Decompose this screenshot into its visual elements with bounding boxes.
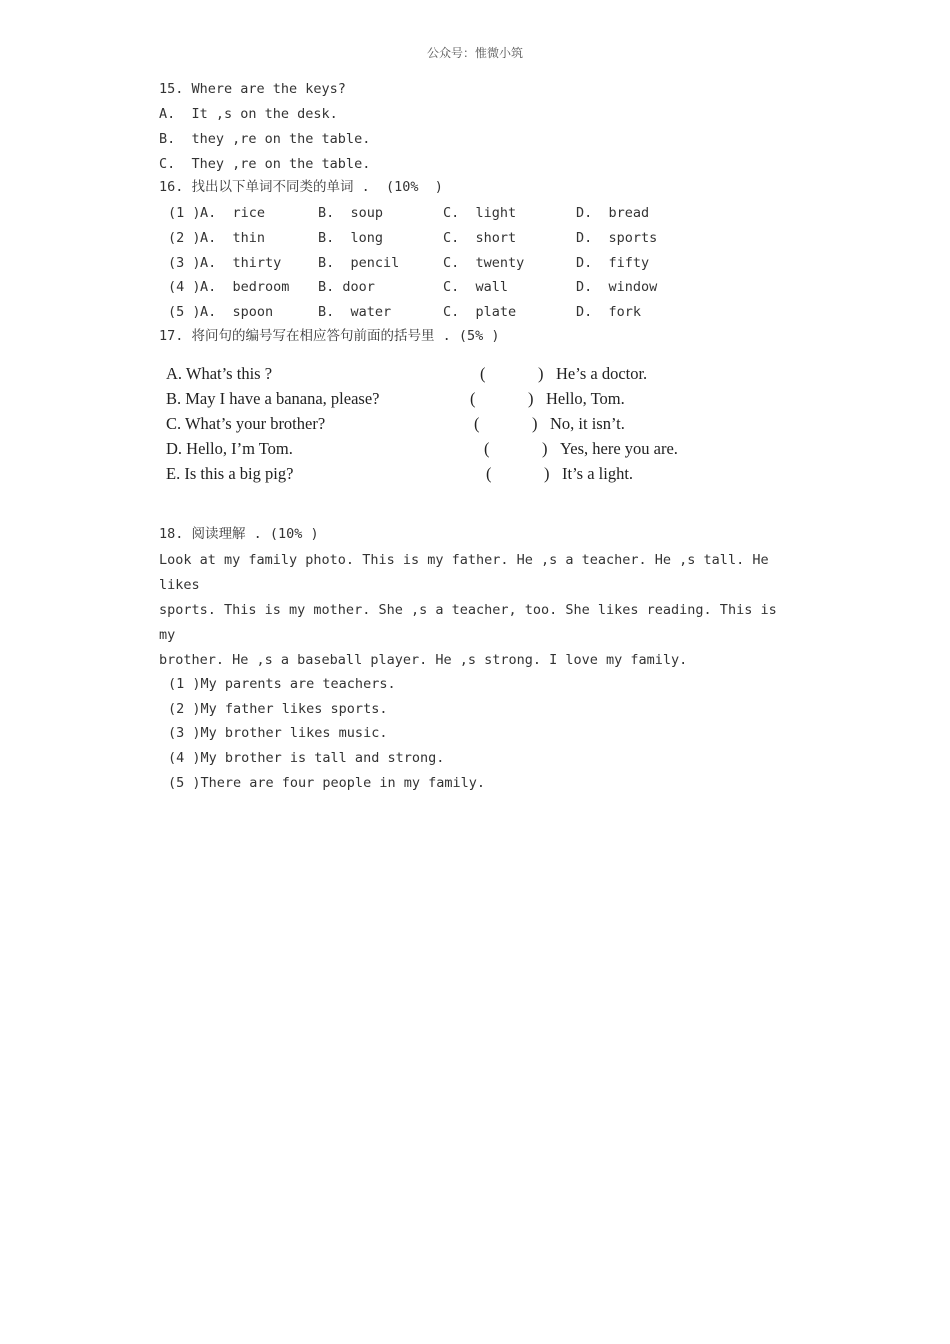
question-text: B. May I have a banana, please?	[166, 389, 380, 408]
option-d: D. window	[576, 279, 658, 295]
question-text: C. What’s your brother?	[166, 414, 326, 433]
question-text: E. Is this a big pig?	[166, 464, 294, 483]
option-b: B. water	[318, 304, 392, 320]
answer-text: Yes, here you are.	[560, 439, 678, 458]
option-c: C. plate	[443, 304, 517, 320]
passage-line: brother. He ,s a baseball player. He ,s strong. I love my family.	[159, 652, 688, 668]
answer-close-paren: )	[532, 414, 538, 433]
option-a: A. rice	[200, 205, 266, 221]
q17-match-row	[166, 438, 766, 460]
option-d: D. fifty	[576, 255, 650, 271]
q18-statement: (4 )My brother is tall and strong.	[168, 750, 445, 766]
option-a: A. spoon	[200, 304, 274, 320]
q15-option-c: C. They ,re on the table.	[159, 156, 371, 172]
answer-open-paren: (	[470, 389, 476, 408]
q18-statement: (5 )There are four people in my family.	[168, 775, 485, 791]
row-number: (1 )	[168, 205, 201, 221]
option-a: A. thin	[200, 230, 266, 246]
answer-open-paren: (	[474, 414, 480, 433]
q17-match-row	[166, 413, 766, 435]
q18-statement: (3 )My brother likes music.	[168, 725, 388, 741]
passage-line: sports. This is my mother. She ,s a teacher, too. She likes reading. This is my	[159, 602, 777, 643]
option-c: C. wall	[443, 279, 509, 295]
answer-text: Hello, Tom.	[546, 389, 625, 408]
answer-open-paren: (	[480, 364, 486, 383]
q17-title: 17. 将问句的编号写在相应答句前面的括号里 . (5% )	[159, 328, 500, 344]
option-b: B. door	[318, 279, 375, 295]
option-a: A. thirty	[200, 255, 282, 271]
passage-line: Look at my family photo. This is my father. He ,s a teacher. He ,s tall. He likes	[159, 552, 769, 593]
option-b: B. pencil	[318, 255, 400, 271]
reading-passage	[159, 548, 799, 673]
option-d: D. sports	[576, 230, 658, 246]
option-c: C. short	[443, 230, 517, 246]
q15-option-b: B. they ,re on the table.	[159, 131, 371, 147]
row-number: (3 )	[168, 255, 201, 271]
answer-text: It’s a light.	[562, 464, 634, 483]
q18-statement: (1 )My parents are teachers.	[168, 676, 396, 692]
row-number: (4 )	[168, 279, 201, 295]
option-c: C. twenty	[443, 255, 525, 271]
row-number: (2 )	[168, 230, 201, 246]
answer-text: No, it isn’t.	[550, 414, 625, 433]
option-b: B. long	[318, 230, 384, 246]
q18-statement: (2 )My father likes sports.	[168, 701, 388, 717]
q15-title: 15. Where are the keys?	[159, 81, 346, 97]
option-d: D. bread	[576, 205, 650, 221]
question-text: A. What’s this ?	[166, 364, 273, 383]
option-b: B. soup	[318, 205, 384, 221]
row-number: (5 )	[168, 304, 201, 320]
answer-open-paren: (	[484, 439, 490, 458]
option-a: A. bedroom	[200, 279, 290, 295]
option-d: D. fork	[576, 304, 642, 320]
q18-title: 18. 阅读理解 . (10% )	[159, 526, 319, 542]
q17-match-row	[166, 388, 766, 410]
answer-close-paren: )	[542, 439, 548, 458]
q16-title: 16. 找出以下单词不同类的单词 . (10% )	[159, 179, 443, 195]
answer-text: He’s a doctor.	[556, 364, 648, 383]
answer-close-paren: )	[538, 364, 544, 383]
q15-option-a: A. It ,s on the desk.	[159, 106, 338, 122]
q17-match-row	[166, 463, 766, 485]
page-header: 公众号：惟微小筑	[426, 46, 523, 60]
q17-match-row	[166, 363, 766, 385]
answer-close-paren: )	[544, 464, 550, 483]
question-text: D. Hello, I’m Tom.	[166, 439, 293, 458]
answer-close-paren: )	[528, 389, 534, 408]
option-c: C. light	[443, 205, 517, 221]
answer-open-paren: (	[486, 464, 492, 483]
